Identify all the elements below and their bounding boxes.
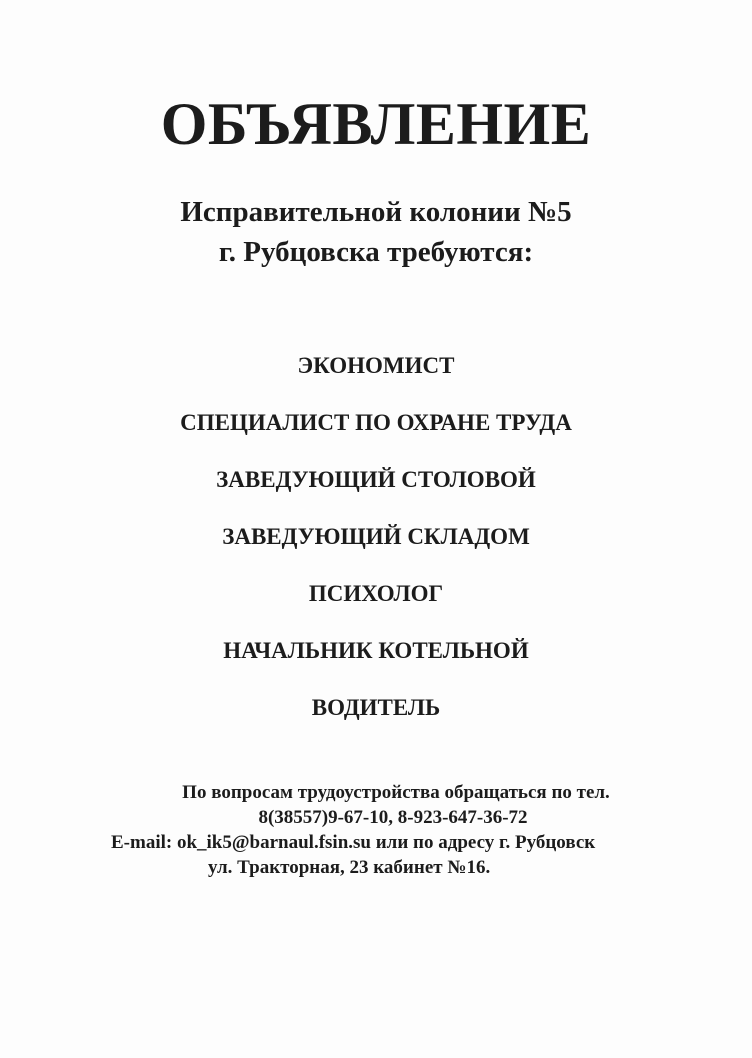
contact-line-email: E-mail: ok_ik5@barnaul.fsin.su или по адресу г. Рубцовск xyxy=(111,832,596,853)
vacancy-canteen-manager: ЗАВЕДУЮЩИЙ СТОЛОВОЙ xyxy=(216,467,536,492)
vacancy-list xyxy=(0,346,752,745)
vacancy-warehouse-manager: ЗАВЕДУЮЩИЙ СКЛАДОМ xyxy=(222,524,530,549)
vacancy-labor-safety-specialist: СПЕЦИАЛИСТ ПО ОХРАНЕ ТРУДА xyxy=(180,410,572,435)
vacancy-driver: ВОДИТЕЛЬ xyxy=(311,695,441,720)
contact-line-phones: 8(38557)9-67-10, 8-923-647-36-72 xyxy=(258,807,528,828)
vacancy-psychologist: ПСИХОЛОГ xyxy=(308,581,444,606)
contact-line-intro: По вопросам трудоустройства обращаться по тел. xyxy=(182,782,610,803)
contact-line-address: ул. Тракторная, 23 кабинет №16. xyxy=(208,857,491,878)
announcement-title: ОБЪЯВЛЕНИЕ xyxy=(160,91,592,157)
vacancy-boiler-room-head: НАЧАЛЬНИК КОТЕЛЬНОЙ xyxy=(223,638,529,663)
contact-info xyxy=(0,780,752,880)
subtitle-line-1: Исправительной колонии №5 xyxy=(180,196,572,228)
announcement-subtitle xyxy=(0,192,752,272)
subtitle-line-2: г. Рубцовска требуются: xyxy=(218,236,534,268)
vacancy-economist: ЭКОНОМИСТ xyxy=(297,353,455,378)
